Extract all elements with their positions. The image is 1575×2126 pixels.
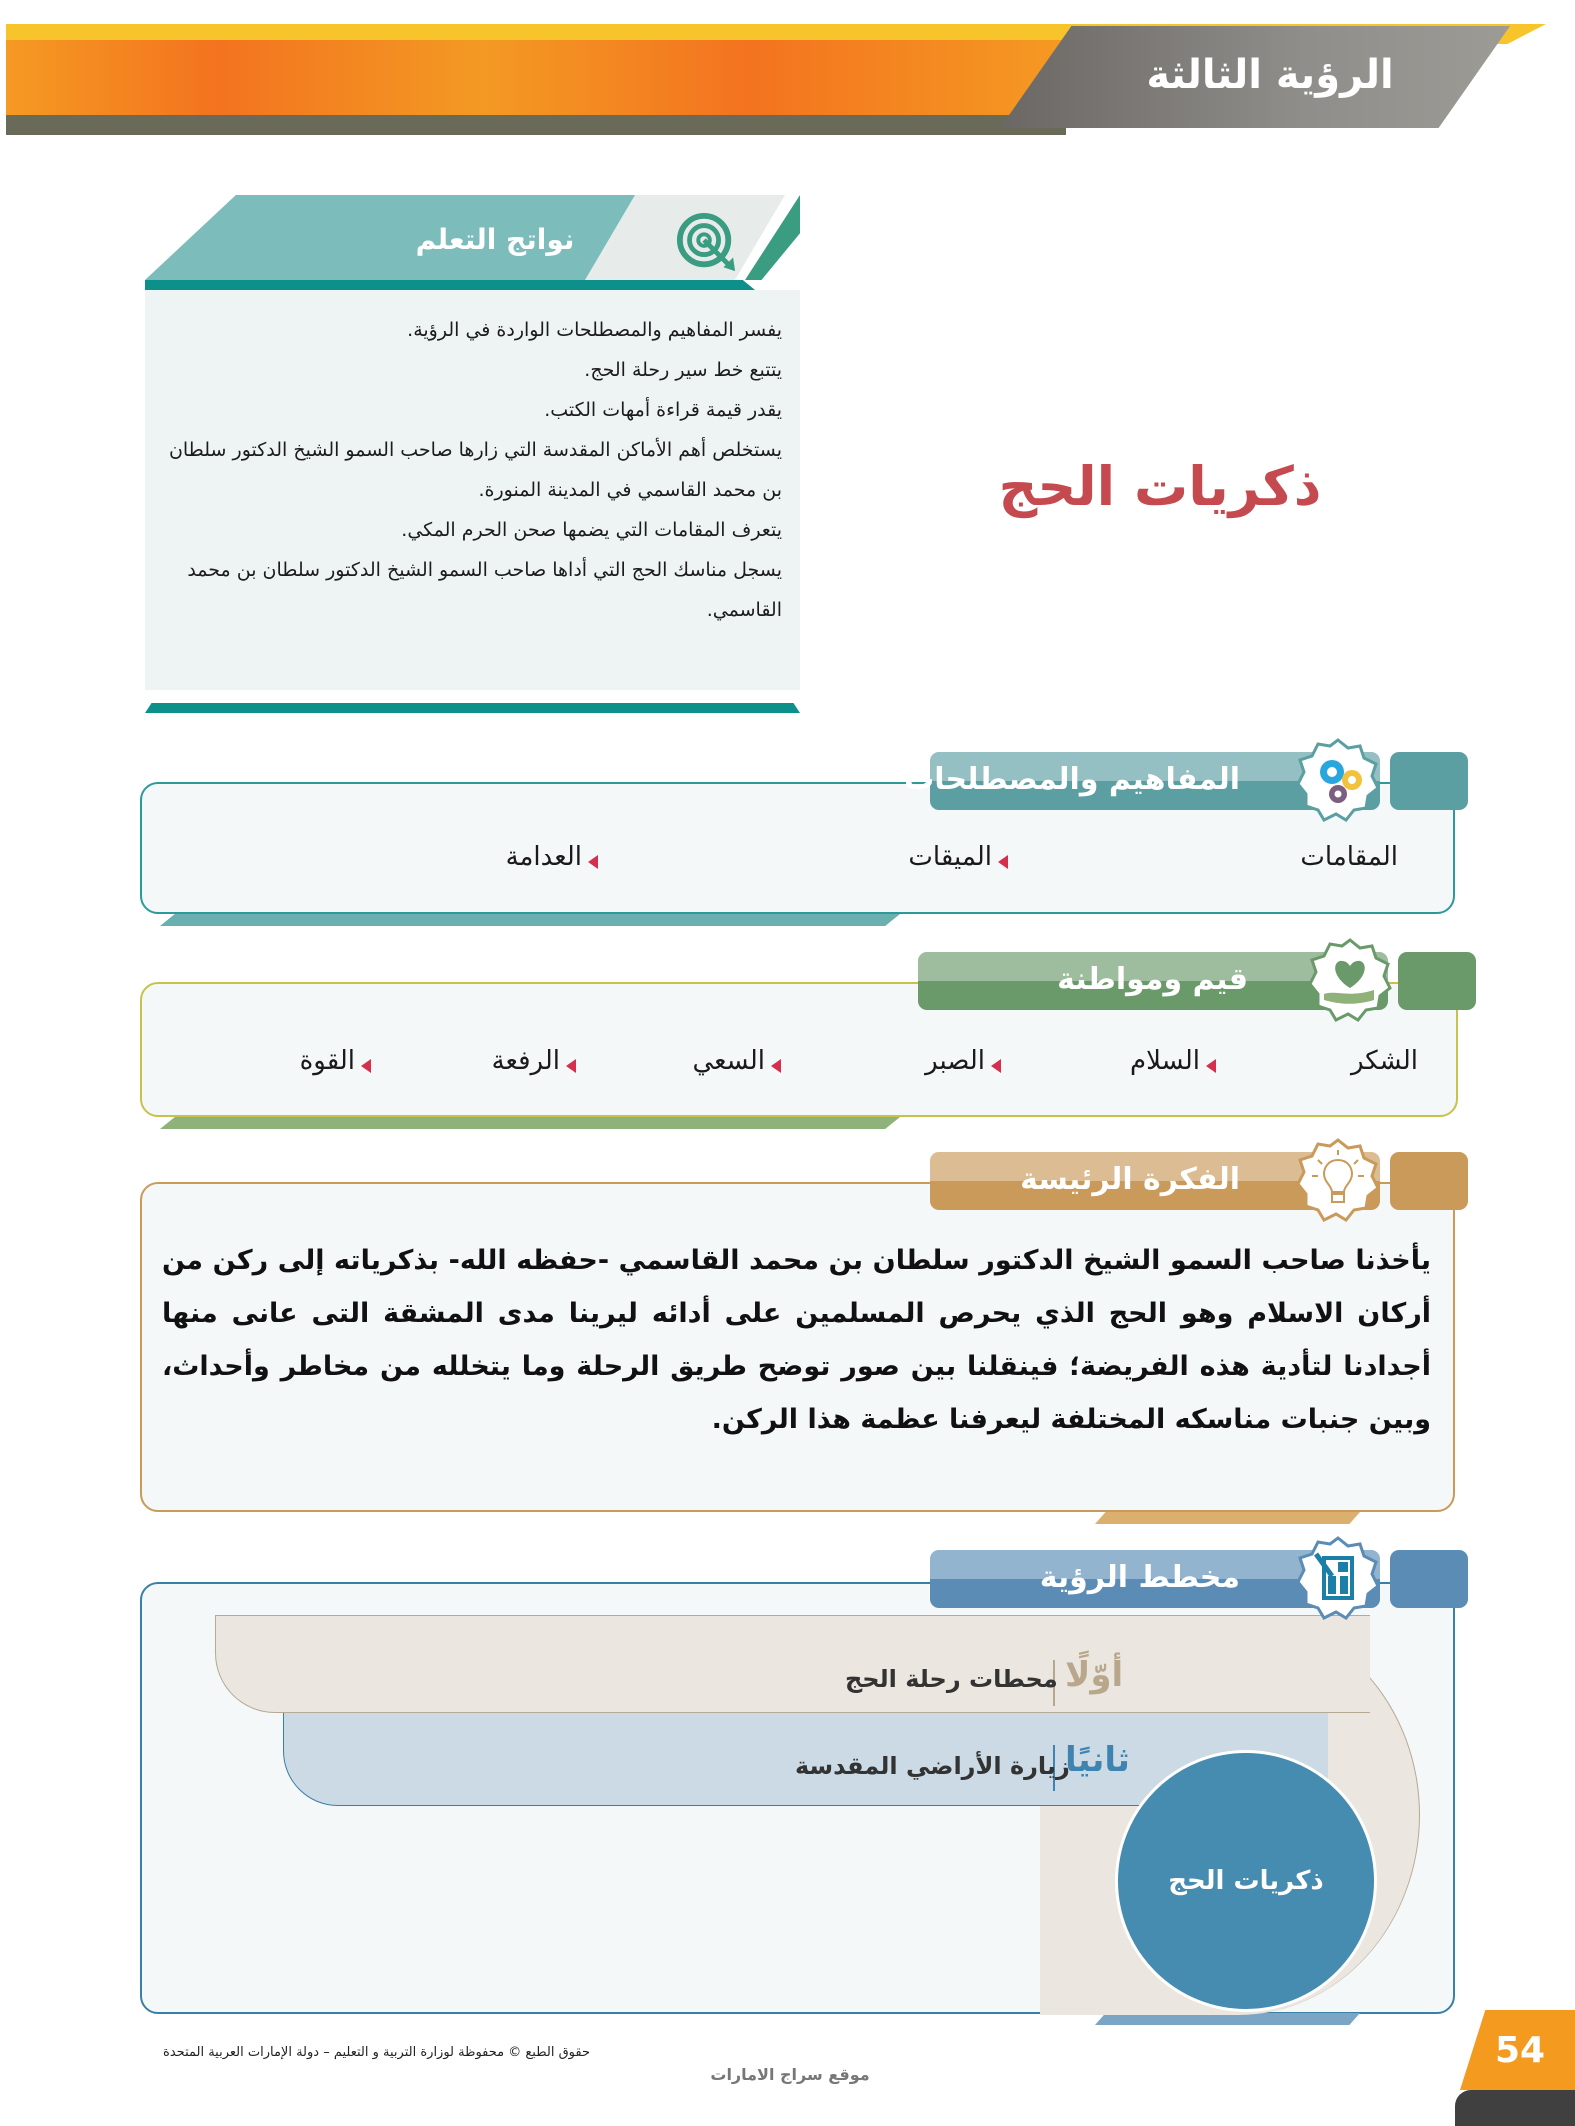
values-header-tab [1398, 952, 1476, 1010]
target-icon [675, 211, 737, 273]
learning-outcomes-title: نواتج التعلم [415, 223, 575, 256]
term-label: الشكر [1350, 1046, 1418, 1076]
main-idea-underbar [1095, 1512, 1360, 1524]
page-number: 54 [1494, 2030, 1546, 2071]
plan-center-circle [1115, 1750, 1377, 2012]
arrow-icon [998, 855, 1008, 869]
learning-outcomes-bottom-bar [145, 703, 800, 713]
lesson-title: ذكريات الحج [998, 455, 1322, 518]
outcome-item: يتعرف المقامات التي يضمها صحن الحرم المكي. [401, 519, 782, 541]
plan-ordinal-2: ثانيًا [1065, 1740, 1130, 1780]
main-idea-text: يأخذنا صاحب السمو الشيخ الدكتور سلطان بن محمد القاسمي -حفظه الله- بذكرياته إلى ركن من أركان الاسلام وهو الحج الذي يحرص المسلمين على أدائه ليرينا مدى المشقة التى عانى منها أجدادنا لتأدية هذه الفريضة؛ فينقلنا بين صور توضح طريق الرحلة وما يتخلله من مخاطر وأحداث، وبين جنبات مناسكه المختلفة ليعرفنا عظمة هذا الركن. [162, 1245, 1431, 1435]
concepts-title: المفاهيم والمصطلحات [904, 762, 1240, 797]
value-term [1130, 1046, 1216, 1076]
arrow-icon [361, 1059, 371, 1073]
outcome-item: يتتبع خط سير رحلة الحج. [584, 359, 782, 381]
plan-center-label: ذكريات الحج [1168, 1866, 1324, 1896]
concept-term [908, 842, 1008, 872]
unit-title: الرؤية الثالثة [1146, 52, 1394, 98]
site-watermark: موقع سراج الامارات [710, 2065, 870, 2084]
term-label: الصبر [925, 1046, 985, 1076]
plan-title: مخطط الرؤية [1039, 1560, 1240, 1595]
outcome-item: يقدر قيمة قراءة أمهات الكتب. [544, 399, 782, 421]
main-idea-header-tab [1390, 1152, 1468, 1210]
term-label: العدامة [505, 842, 582, 872]
arrow-icon [566, 1059, 576, 1073]
header-orange-band [6, 40, 1066, 116]
arrow-icon [771, 1059, 781, 1073]
outcome-item: يسجل مناسك الحج التي أداها صاحب السمو الشيخ الدكتور سلطان بن محمد القاسمي. [187, 559, 782, 621]
concepts-underbar [160, 914, 900, 926]
term-label: الميقات [908, 842, 992, 872]
concepts-header-tab [1390, 752, 1468, 810]
values-title: قيم ومواطنة [1057, 962, 1248, 997]
plan-label-1: محطات رحلة الحج [845, 1665, 1058, 1693]
values-underbar [160, 1117, 900, 1129]
term-label: الرفعة [491, 1046, 560, 1076]
value-term [300, 1046, 371, 1076]
arrow-icon [1206, 1059, 1216, 1073]
plan-label-2: زيارة الأراضي المقدسة [795, 1752, 1070, 1780]
plan-header-tab [1390, 1550, 1468, 1608]
heart-hand-icon [1308, 938, 1392, 1022]
page-corner [1455, 2090, 1575, 2126]
learning-outcomes-list [145, 290, 800, 690]
value-term [1351, 1046, 1418, 1076]
main-idea-box [140, 1182, 1455, 1512]
arrow-icon [991, 1059, 1001, 1073]
main-idea-title: الفكرة الرئيسة [1020, 1162, 1240, 1197]
concept-term [1300, 842, 1398, 872]
plan-ordinal-1: أوّلًا [1065, 1655, 1124, 1695]
value-term [492, 1046, 576, 1076]
gears-icon [1296, 738, 1380, 822]
header-olive-band [6, 115, 1066, 135]
outcome-item: يستخلص أهم الأماكن المقدسة التي زارها صاحب السمو الشيخ الدكتور سلطان بن محمد القاسمي في المدينة المنورة. [168, 439, 782, 501]
term-label: القوة [299, 1046, 355, 1076]
term-label: السعي [692, 1046, 765, 1076]
header-underline [145, 280, 755, 290]
blueprint-icon [1296, 1536, 1380, 1620]
concept-term [506, 842, 598, 872]
value-term [925, 1046, 1001, 1076]
plan-section-1 [215, 1615, 1370, 1713]
term-label: المقامات [1300, 842, 1398, 872]
value-term [692, 1046, 781, 1076]
copyright-text: حقوق الطبع © محفوظة لوزارة التربية و التعليم – دولة الإمارات العربية المتحدة [163, 2045, 590, 2060]
learning-outcomes-card [145, 195, 800, 715]
lightbulb-icon [1296, 1138, 1380, 1222]
outcome-item: يفسر المفاهيم والمصطلحات الواردة في الرؤية. [407, 319, 782, 341]
arrow-icon [588, 855, 598, 869]
term-label: السلام [1130, 1046, 1200, 1076]
